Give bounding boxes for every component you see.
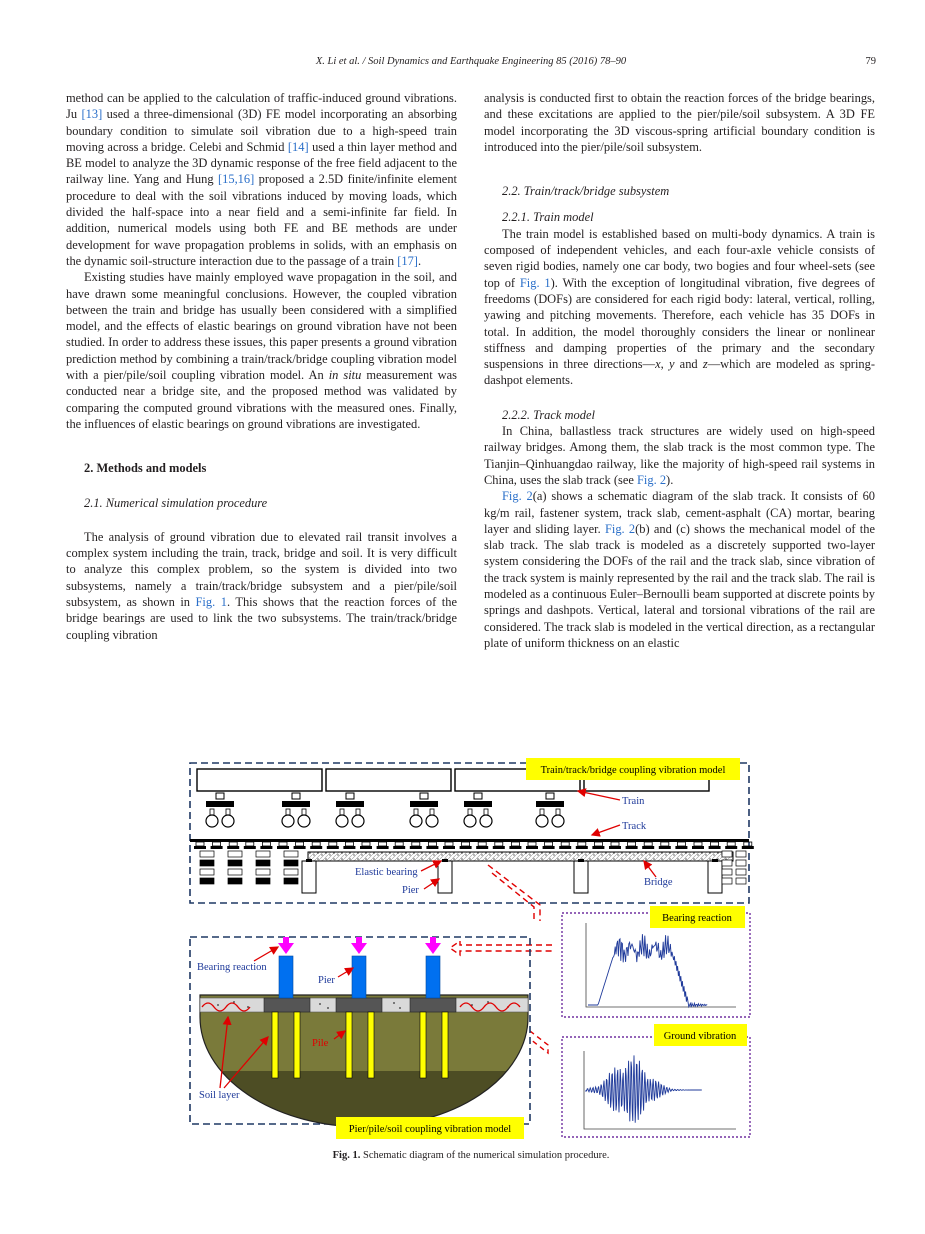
- paragraph: analysis is conducted first to obtain the reaction forces of the bridge bearings, and these excitations are applied to the pier/pile/soil subsystem. A 3D FE model incorporating the 3D viscous-spring artificial boundary condition is introduced into the pier/pile/soil subsystem.: [484, 91, 875, 154]
- paragraph: Existing studies have mainly employed wave propagation in the soil, and have drawn some meaningful conclusions. However, the coupled vibration between the train and bridge has usually been considered with a simplified model, and the effects of elastic bearings on ground vibration have not been studied. In order to address these issues, this paper presents a ground vibration prediction method by combining a train/track/bridge coupling vibration model with a pier/pile/soil coupling vibration model. An in situ measurement was conducted near a bridge site, and the proposed method was validated by comparing the computed ground vibrations with the measured ones. Finally, the influences of elastic bearings on ground vibrations are investigated.: [66, 270, 458, 431]
- link-arrow-ground: [530, 1031, 548, 1053]
- subsection-title: 2.2. Train/track/bridge subsystem: [502, 184, 670, 199]
- right-column: [484, 90, 875, 651]
- bogies: [206, 793, 564, 807]
- journal-citation: X. Li et al. / Soil Dynamics and Earthquake Engineering 85 (2016) 78–90: [315, 56, 627, 67]
- bearing-reaction-label: Bearing reaction: [197, 962, 267, 973]
- reference-link[interactable]: Fig. 1: [519, 275, 551, 290]
- top-model-label: Train/track/bridge coupling vibration model: [540, 765, 726, 776]
- section-title: 2. Methods and models: [84, 461, 207, 476]
- track-label: Track: [622, 821, 647, 832]
- reference-link[interactable]: Fig. 2: [604, 521, 636, 536]
- reference-link[interactable]: [17]: [397, 253, 418, 268]
- bearing-reaction-panel: [562, 913, 750, 1017]
- page-number: 79: [865, 56, 876, 67]
- subsubsection-title: 2.2.2. Track model: [502, 407, 595, 422]
- figure-1: [188, 755, 754, 1143]
- ground-vibration-signal: [586, 1055, 702, 1122]
- pile-caps: [264, 998, 456, 1012]
- link-arrow-down: [488, 865, 540, 921]
- reference-link[interactable]: [13]: [81, 107, 103, 122]
- reference-link[interactable]: [15,16]: [217, 172, 255, 187]
- fasteners: [194, 842, 754, 849]
- caption-text: Schematic diagram of the numerical simulation procedure.: [360, 1150, 610, 1161]
- paragraph: The analysis of ground vibration due to elevated rail transit involves a complex system including the train, track, bridge and soil. It is very difficult to analyze this complex problem, so the system is divided into two subsystems, namely a train/track/bridge subsystem and a pier/pile/soil subsystem, as shown in Fig. 1. This shows that the reaction forces of the bridge bearings are used to link the two subsystems. The train/track/bridge coupling vibration: [66, 529, 457, 642]
- wheelsets: [206, 809, 564, 827]
- reference-link[interactable]: Fig. 1: [195, 595, 227, 610]
- reference-link[interactable]: Fig. 2: [637, 472, 667, 487]
- link-arrow-left: [450, 941, 552, 955]
- bearing-reaction-axes: [586, 923, 736, 1007]
- paragraph: The train model is established based on multi-body dynamics. A train is composed of independent vehicles, and each four-axle vehicle consists of seven rigid bodies, namely one car body, two bogies and four wheel-sets (see top of Fig. 1). With the exception of longitudinal vibration, five degrees of freedoms (DOFs) are considered for each rigid body: lateral, vertical, rolling, yawing and pitching movements. Therefore, each vehicle has 35 DOFs in total. In addition, the model thoroughly considers the linear or nonlinear stiffness and damping properties of the primary and the secondary suspensions in three directions—x, y and z—which are modeled as spring-dashpot elements.: [484, 226, 875, 388]
- paragraph: In China, ballastless track structures are widely used on high-speed railway bridges. Among them, the slab track is the most common type. The Tianjin–Qinhuangdao railway, like the majority of high-speed rail systems in China, uses the slab track (see Fig. 2).: [484, 424, 875, 487]
- pile-label: Pile: [312, 1038, 329, 1049]
- rail: [190, 839, 749, 842]
- pier-label-bottom: Pier: [318, 975, 335, 986]
- ground-vibration-box-label: Ground vibration: [663, 1031, 737, 1042]
- bottom-model-label: Pier/pile/soil coupling vibration model: [348, 1124, 512, 1135]
- subsection-title: 2.1. Numerical simulation procedure: [84, 495, 268, 510]
- bearing-reaction-signal: [588, 934, 707, 1007]
- subsubsection-title: 2.2.1. Train model: [502, 210, 594, 225]
- bearing-reaction-box-label: Bearing reaction: [662, 913, 732, 924]
- caption-label: Fig. 1.: [332, 1150, 361, 1161]
- paragraph: Fig. 2(a) shows a schematic diagram of the slab track. It consists of 60 kg/m rail, fastener system, track slab, cement-asphalt (CA) mortar, bearing layer and sliding layer. Fig. 2(b) and (c) shows the mechanical model of the slab track. The slab track is modeled as a discretely supported two-layer system considering the DOFs of the rail and the track slab, since vibration of the track system is mainly represented by the rail and the track slab. The rail is modeled as a continuous Euler–Bernoulli beam supported at discrete points by springs and dashpots. Vertical, lateral and torsional vibrations of the rail are considered. The track slab is modeled in the vertical direction, as a rectangular plate of uniform thickness on an elastic: [484, 489, 876, 650]
- figure-caption: [66, 1150, 876, 1161]
- page-header: [66, 56, 876, 72]
- reference-link[interactable]: [14]: [287, 139, 309, 154]
- elastic-bearing-label: Elastic bearing: [355, 867, 418, 878]
- load-arrows: [278, 937, 441, 954]
- piers-bottom: [279, 956, 440, 998]
- train-label: Train: [622, 796, 645, 807]
- ground-vibration-axes: [584, 1051, 736, 1129]
- figure-1-diagram: [188, 755, 754, 1143]
- pier-label-top: Pier: [402, 885, 419, 896]
- bridge-label: Bridge: [644, 877, 673, 888]
- soil-layer-label: Soil layer: [199, 1090, 240, 1101]
- reference-link[interactable]: Fig. 2: [502, 489, 533, 504]
- paragraph: method can be applied to the calculation of traffic-induced ground vibrations. Ju [13] used a three-dimensional (3D) FE model incorporating an absorbing boundary condition to simulate soil vibration due to a high-speed train moving across a bridge. Celebi and Schmid [14] used a thin layer method and BE model to analyze the 3D dynamic response of the free field adjacent to the railway line. Yang and Hung [15,16] proposed a 2.5D finite/infinite element procedure to deal with the soil vibrations induced by moving loads, which divided the half-space into a near field and a semi-infinite far field. In addition, numerical models using both FE and BE methods are under development for wave propagation problems in solids, with an emphasis on the dynamic soil-structure interaction due to the passage of a train [17].: [66, 91, 457, 268]
- left-column: [66, 90, 457, 643]
